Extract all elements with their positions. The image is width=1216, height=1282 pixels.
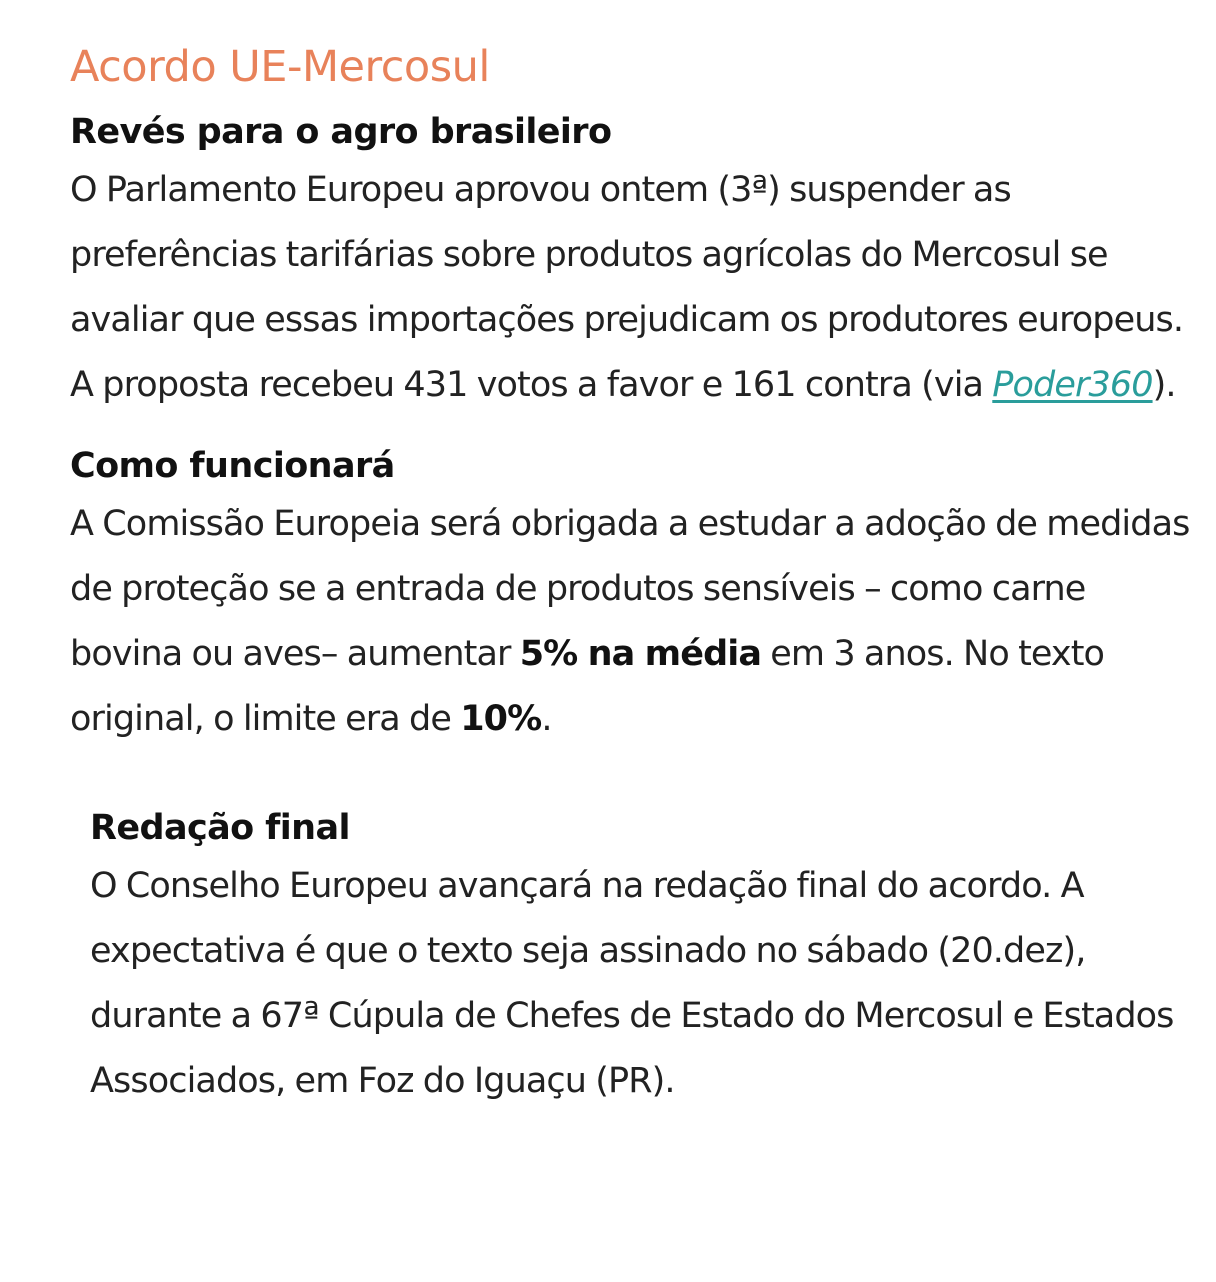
- section-paragraph: [70, 158, 1190, 418]
- section-paragraph: O Conselho Europeu avançará na redação final do acordo. A expectativa é que o texto seja assinado no sábado (20.dez), durante a 67ª Cúpula de Chefes de Estado do Mercosul e Estados Associados, em Foz do Iguaçu (PR).: [90, 866, 1174, 1101]
- section-heading: Como funcionará: [70, 446, 395, 486]
- section-como-funcionara: [70, 440, 1190, 752]
- section-heading: Redação final: [90, 808, 350, 848]
- section-redacao-final: [90, 802, 1190, 1114]
- bold-figure: 10%: [460, 699, 542, 739]
- paragraph-text-end: ).: [1152, 365, 1176, 405]
- article-title: Acordo UE-Mercosul: [70, 42, 490, 92]
- section-reves: [70, 106, 1190, 418]
- source-link[interactable]: Poder360: [992, 365, 1153, 405]
- bold-figure: 5% na média: [519, 634, 762, 674]
- section-heading: Revés para o agro brasileiro: [70, 112, 612, 152]
- section-paragraph: [70, 492, 1190, 752]
- paragraph-text: O Parlamento Europeu aprovou ontem (3ª) suspender as preferências tarifárias sobre produtos agrícolas do Mercosul se avaliar que essas importações prejudicam os produtores europeus. A proposta recebeu 431 votos a favor e 161 contra (via: [70, 170, 1184, 405]
- paragraph-text: em 3 anos. No texto original, o limite era de: [70, 634, 1105, 739]
- article: [70, 38, 1190, 1114]
- paragraph-text-end: .: [541, 699, 552, 739]
- paragraph-text: A Comissão Europeia será obrigada a estudar a adoção de medidas de proteção se a entrada de produtos sensíveis – como carne bovina ou aves– aumentar: [70, 504, 1190, 674]
